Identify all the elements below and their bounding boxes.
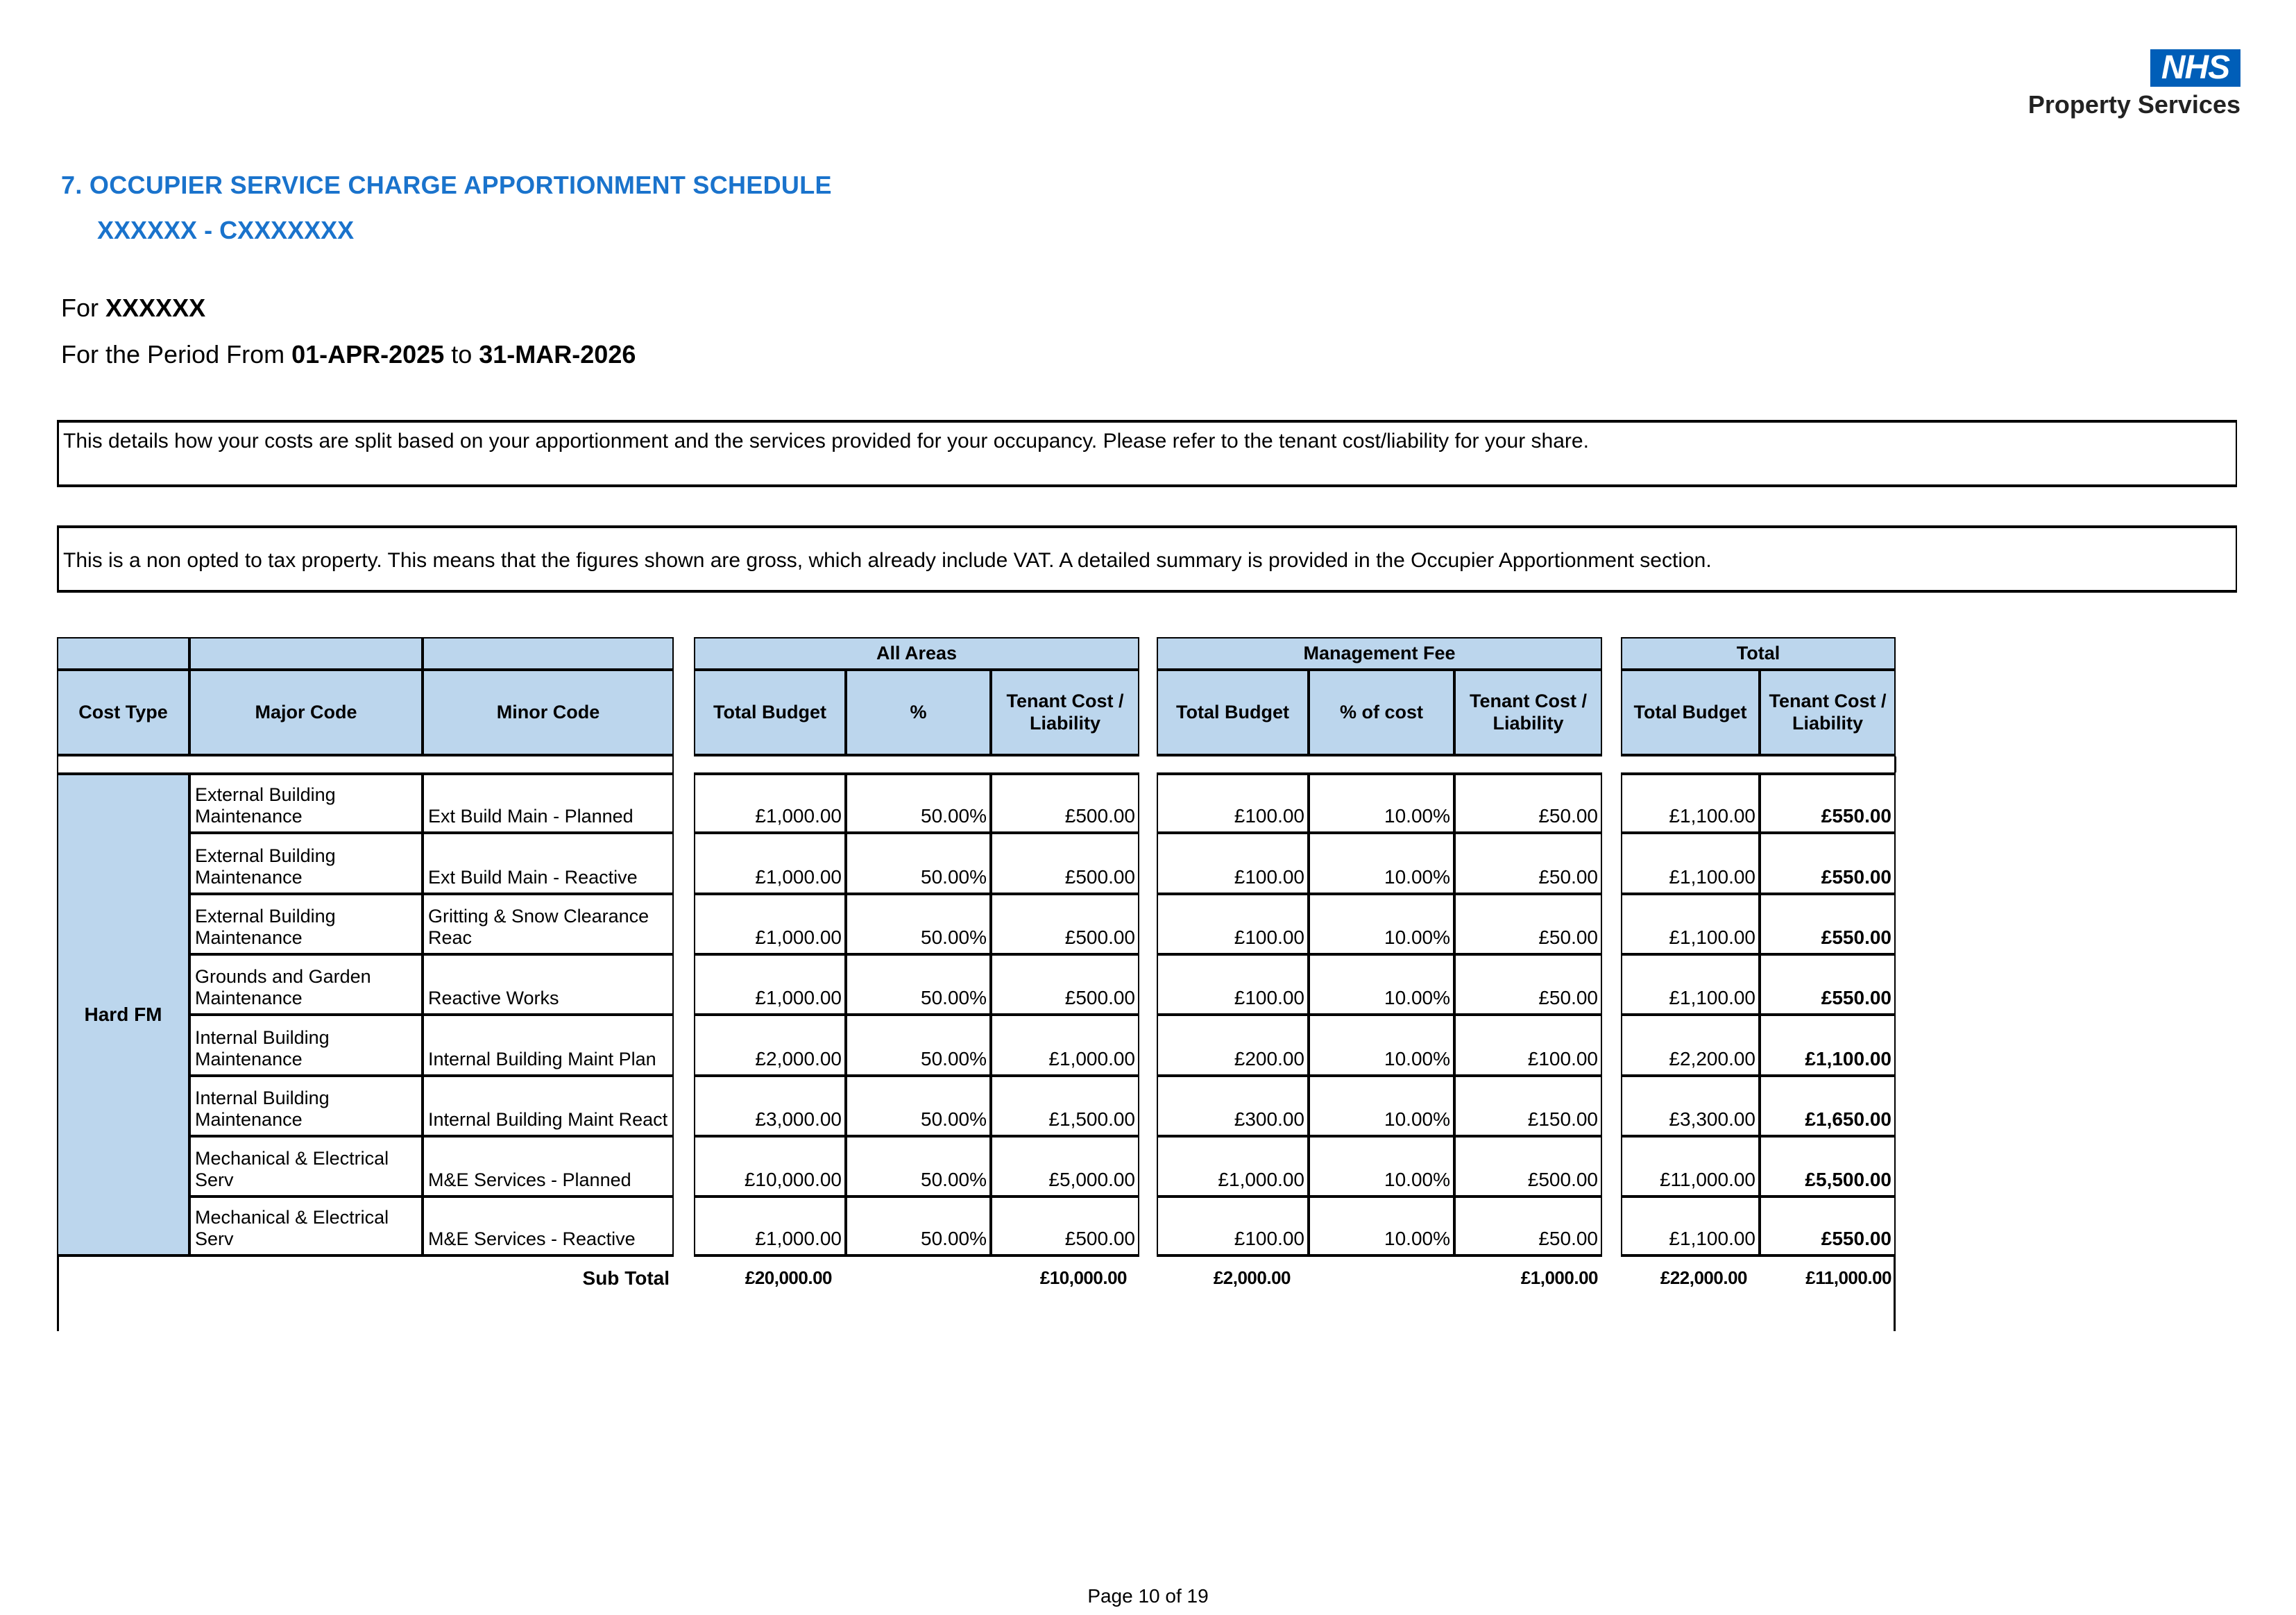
all-areas-tenant-cost-cell: £500.00: [991, 894, 1139, 954]
all-areas-percent-cell: 50.00%: [846, 954, 991, 1015]
minor-code-cell: Gritting & Snow Clearance Reac: [423, 894, 674, 954]
column-header-t-tenant-cost: Tenant Cost / Liability: [1760, 670, 1896, 756]
minor-code-cell: M&E Services - Planned: [423, 1136, 674, 1197]
subtotal-mgmt-fee-budget: £2,000.00: [1213, 1267, 1291, 1288]
mgmt-fee-percent-cell: 10.00%: [1309, 772, 1454, 833]
subtotal-mgmt-fee-tenant-cost: £1,000.00: [1520, 1267, 1598, 1288]
mgmt-fee-percent-cell: 10.00%: [1309, 1197, 1454, 1257]
group-header-management-fee: Management Fee: [1157, 637, 1602, 670]
mgmt-fee-budget-cell: £100.00: [1157, 772, 1309, 833]
all-areas-tenant-cost-cell: £5,000.00: [991, 1136, 1139, 1197]
subtotal-all-areas-tenant-cost: £10,000.00: [1039, 1267, 1127, 1288]
total-tenant-cost-cell: £550.00: [1760, 1197, 1896, 1257]
mgmt-fee-tenant-cost-cell: £50.00: [1454, 1197, 1602, 1257]
all-areas-percent-cell: 50.00%: [846, 1015, 991, 1076]
header-blank-minor-code: [423, 637, 674, 670]
all-areas-budget-cell: £1,000.00: [694, 894, 846, 954]
mgmt-fee-percent-cell: 10.00%: [1309, 1076, 1454, 1136]
mgmt-fee-percent-cell: 10.00%: [1309, 1136, 1454, 1197]
column-header-major-code: Major Code: [189, 670, 423, 756]
column-header-aa-percent: %: [846, 670, 991, 756]
minor-code-cell: Internal Building Maint React: [423, 1076, 674, 1136]
total-tenant-cost-cell: £1,650.00: [1760, 1076, 1896, 1136]
total-tenant-cost-cell: £550.00: [1760, 833, 1896, 894]
occupier-name: XXXXXX: [105, 294, 206, 322]
minor-code-cell: M&E Services - Reactive: [423, 1197, 674, 1257]
major-code-cell: Internal Building Maintenance: [189, 1015, 423, 1076]
mgmt-fee-tenant-cost-cell: £50.00: [1454, 772, 1602, 833]
all-areas-percent-cell: 50.00%: [846, 1136, 991, 1197]
subtotal-right-border: [1894, 1257, 1896, 1331]
spacer-right-edge: [1894, 756, 1896, 772]
subtotal-all-areas-budget: £20,000.00: [745, 1267, 832, 1288]
total-budget-cell: £3,300.00: [1621, 1076, 1760, 1136]
period-line: [61, 340, 636, 369]
major-code-cell: Grounds and Garden Maintenance: [189, 954, 423, 1015]
mgmt-fee-tenant-cost-cell: £100.00: [1454, 1015, 1602, 1076]
mgmt-fee-percent-cell: 10.00%: [1309, 1015, 1454, 1076]
column-header-mf-total-budget: Total Budget: [1157, 670, 1309, 756]
page-number: Page 10 of 19: [1087, 1585, 1209, 1607]
total-budget-cell: £1,100.00: [1621, 894, 1760, 954]
vat-notice: This is a non opted to tax property. This means that the figures shown are gross, which already include VAT. A detailed summary is provided in the Occupier Apportionment section.: [57, 525, 2237, 593]
header-blank-major-code: [189, 637, 423, 670]
all-areas-percent-cell: 50.00%: [846, 1197, 991, 1257]
mgmt-fee-tenant-cost-cell: £150.00: [1454, 1076, 1602, 1136]
mgmt-fee-budget-cell: £100.00: [1157, 1197, 1309, 1257]
column-header-minor-code: Minor Code: [423, 670, 674, 756]
all-areas-tenant-cost-cell: £500.00: [991, 1197, 1139, 1257]
mgmt-fee-budget-cell: £100.00: [1157, 833, 1309, 894]
mgmt-fee-budget-cell: £200.00: [1157, 1015, 1309, 1076]
total-tenant-cost-cell: £5,500.00: [1760, 1136, 1896, 1197]
property-reference: XXXXXX - CXXXXXXX: [97, 216, 355, 244]
mgmt-fee-tenant-cost-cell: £50.00: [1454, 833, 1602, 894]
period-label: For the Period From: [61, 340, 292, 369]
total-budget-cell: £2,200.00: [1621, 1015, 1760, 1076]
column-header-mf-percent: % of cost: [1309, 670, 1454, 756]
mgmt-fee-percent-cell: 10.00%: [1309, 954, 1454, 1015]
total-budget-cell: £1,100.00: [1621, 772, 1760, 833]
mgmt-fee-budget-cell: £1,000.00: [1157, 1136, 1309, 1197]
all-areas-tenant-cost-cell: £1,500.00: [991, 1076, 1139, 1136]
for-label: For: [61, 294, 106, 322]
column-header-t-total-budget: Total Budget: [1621, 670, 1760, 756]
all-areas-budget-cell: £2,000.00: [694, 1015, 846, 1076]
mgmt-fee-budget-cell: £100.00: [1157, 894, 1309, 954]
mgmt-fee-tenant-cost-cell: £500.00: [1454, 1136, 1602, 1197]
total-budget-cell: £1,100.00: [1621, 954, 1760, 1015]
total-tenant-cost-cell: £1,100.00: [1760, 1015, 1896, 1076]
column-header-aa-total-budget: Total Budget: [694, 670, 846, 756]
minor-code-cell: Ext Build Main - Planned: [423, 772, 674, 833]
group-header-all-areas: All Areas: [694, 637, 1139, 670]
page-title: 7. OCCUPIER SERVICE CHARGE APPORTIONMENT SCHEDULE: [61, 171, 832, 199]
minor-code-cell: Internal Building Maint Plan: [423, 1015, 674, 1076]
total-tenant-cost-cell: £550.00: [1760, 954, 1896, 1015]
total-budget-cell: £1,100.00: [1621, 1197, 1760, 1257]
mgmt-fee-tenant-cost-cell: £50.00: [1454, 954, 1602, 1015]
all-areas-tenant-cost-cell: £1,000.00: [991, 1015, 1139, 1076]
all-areas-budget-cell: £3,000.00: [694, 1076, 846, 1136]
period-from: 01-APR-2025: [291, 340, 445, 369]
spacer-row: [57, 756, 674, 772]
subtotal-label: Sub Total: [582, 1267, 670, 1289]
all-areas-percent-cell: 50.00%: [846, 833, 991, 894]
subtotal-left-border: [57, 1257, 59, 1331]
all-areas-tenant-cost-cell: £500.00: [991, 833, 1139, 894]
group-header-total: Total: [1621, 637, 1896, 670]
occupier-line: [61, 294, 205, 323]
cost-type-cell: Hard FM: [57, 772, 189, 1257]
minor-code-cell: Ext Build Main - Reactive: [423, 833, 674, 894]
all-areas-budget-cell: £10,000.00: [694, 1136, 846, 1197]
nhs-logo: NHS: [2150, 49, 2240, 87]
all-areas-percent-cell: 50.00%: [846, 894, 991, 954]
subtotal-total-budget: £22,000.00: [1660, 1267, 1747, 1288]
all-areas-budget-cell: £1,000.00: [694, 772, 846, 833]
column-header-aa-tenant-cost: Tenant Cost / Liability: [991, 670, 1139, 756]
mgmt-fee-percent-cell: 10.00%: [1309, 833, 1454, 894]
major-code-cell: Mechanical & Electrical Serv: [189, 1136, 423, 1197]
all-areas-percent-cell: 50.00%: [846, 1076, 991, 1136]
major-code-cell: Internal Building Maintenance: [189, 1076, 423, 1136]
major-code-cell: External Building Maintenance: [189, 833, 423, 894]
all-areas-percent-cell: 50.00%: [846, 772, 991, 833]
column-header-mf-tenant-cost: Tenant Cost / Liability: [1454, 670, 1602, 756]
all-areas-budget-cell: £1,000.00: [694, 833, 846, 894]
period-to: 31-MAR-2026: [479, 340, 636, 369]
header-blank-cost-type: [57, 637, 189, 670]
all-areas-budget-cell: £1,000.00: [694, 1197, 846, 1257]
total-budget-cell: £11,000.00: [1621, 1136, 1760, 1197]
total-budget-cell: £1,100.00: [1621, 833, 1760, 894]
all-areas-tenant-cost-cell: £500.00: [991, 954, 1139, 1015]
total-tenant-cost-cell: £550.00: [1760, 894, 1896, 954]
major-code-cell: Mechanical & Electrical Serv: [189, 1197, 423, 1257]
total-tenant-cost-cell: £550.00: [1760, 772, 1896, 833]
column-header-cost-type: Cost Type: [57, 670, 189, 756]
major-code-cell: External Building Maintenance: [189, 894, 423, 954]
all-areas-tenant-cost-cell: £500.00: [991, 772, 1139, 833]
major-code-cell: External Building Maintenance: [189, 772, 423, 833]
mgmt-fee-budget-cell: £100.00: [1157, 954, 1309, 1015]
minor-code-cell: Reactive Works: [423, 954, 674, 1015]
logo-subtitle: Property Services: [2027, 90, 2240, 119]
apportionment-notice: This details how your costs are split based on your apportionment and the services provided for your occupancy. Please refer to the tenant cost/liability for your share.: [57, 420, 2237, 487]
mgmt-fee-percent-cell: 10.00%: [1309, 894, 1454, 954]
all-areas-budget-cell: £1,000.00: [694, 954, 846, 1015]
mgmt-fee-budget-cell: £300.00: [1157, 1076, 1309, 1136]
mgmt-fee-tenant-cost-cell: £50.00: [1454, 894, 1602, 954]
period-to-label: to: [444, 340, 479, 369]
subtotal-total-tenant-cost: £11,000.00: [1805, 1267, 1891, 1288]
